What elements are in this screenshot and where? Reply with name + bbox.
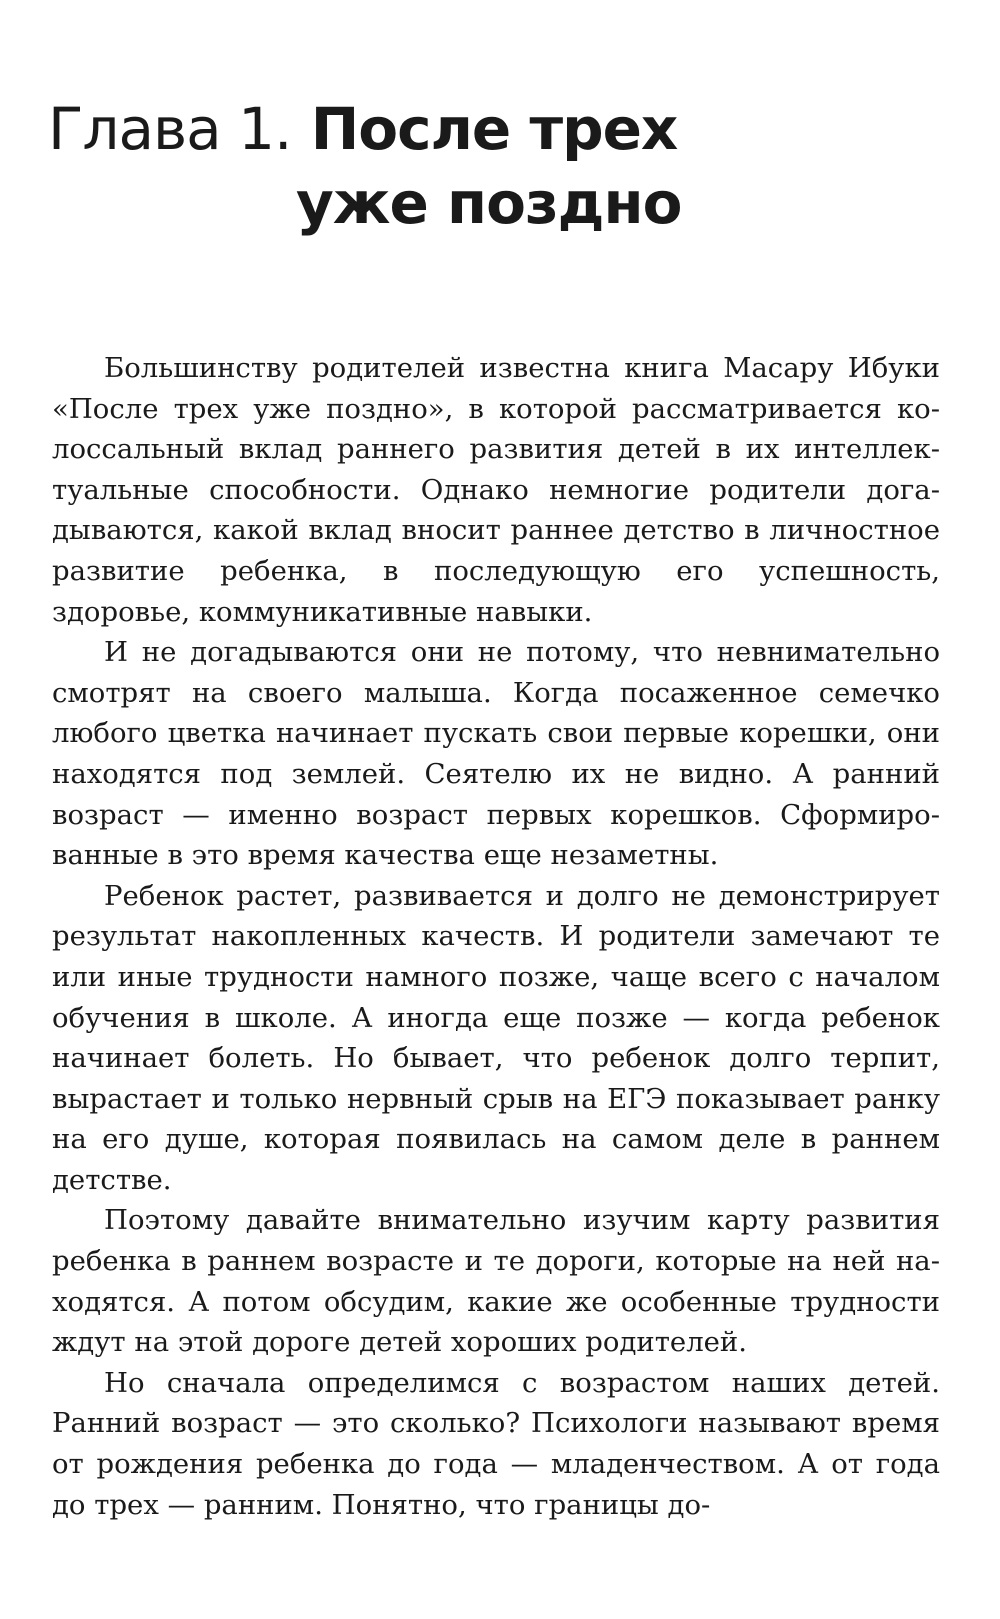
paragraph: Но сначала определимся с возрастом наших детей. Ранний возраст — это сколько? Психологи называют время от рождения ребенка до года — младенчеством. А от года до трех — ранним. Понятно, что границы до- bbox=[52, 1366, 940, 1521]
paragraph: И не догадываются они не потому, что невнимательно смотрят на своего малыша. Когда посаженное семечко любого цветка начинает пускать свои первые корешки, они находятся под землей. Сеятелю их не видно. А ранний возраст — именно возраст первых корешков. Сформированные в это время качества еще незаметны. bbox=[52, 636, 940, 872]
paragraph: Поэтому давайте внимательно изучим карту развития ребенка в раннем возрасте и те дороги, которые на ней находятся. А потом обсудим, какие же особенные трудности ждут на этой дороге детей хороших родителей. bbox=[52, 1204, 940, 1359]
chapter-label: Глава 1. bbox=[48, 95, 292, 163]
chapter-title-line2: уже поздно bbox=[296, 169, 682, 237]
chapter-heading bbox=[48, 92, 948, 240]
chapter-body bbox=[52, 348, 940, 1525]
chapter-title-line1: После трех bbox=[310, 95, 678, 163]
paragraph: Большинству родителей известна книга Масару Ибуки «После трех уже поздно», в которой рассматривается колоссальный вклад раннего развития детей в их интеллектуальные способности. Однако немногие родители догадываются, какой вклад вносит раннее детство в личностное развитие ребенка, в последующую его успешность, здоровье, коммуникативные навыки. bbox=[52, 352, 940, 628]
paragraph: Ребенок растет, развивается и долго не демонстрирует результат накопленных качеств. И родители замечают те или иные трудности намного позже, чаще всего с началом обучения в школе. А иногда еще позже — когда ребенок начинает болеть. Но бывает, что ребенок долго терпит, вырастает и только нервный срыв на ЕГЭ показывает ранку на его душе, которая появилась на самом деле в раннем детстве. bbox=[52, 879, 940, 1196]
